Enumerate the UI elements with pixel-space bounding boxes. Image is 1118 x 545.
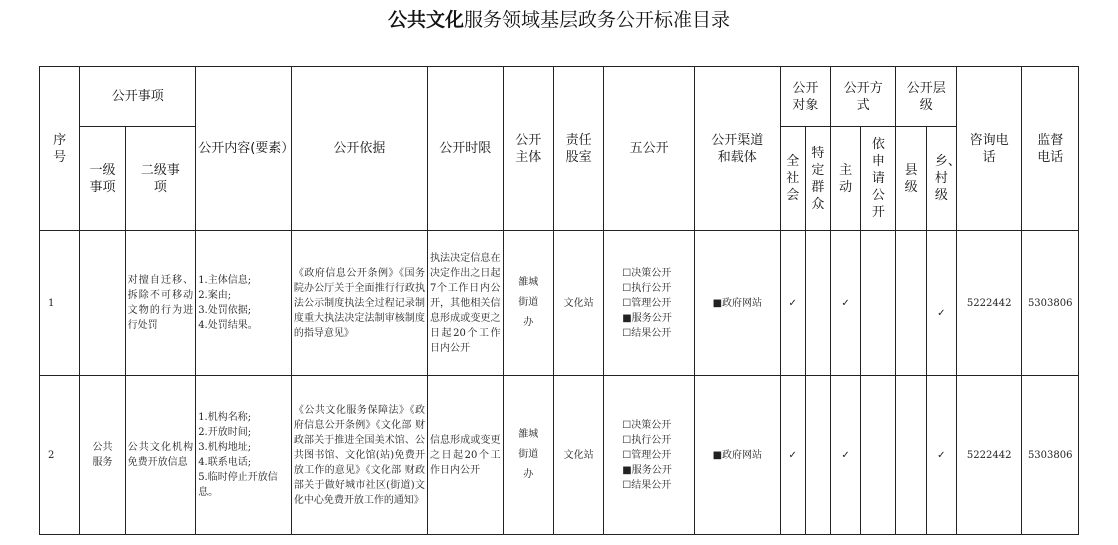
header-channel: 公开渠道和载体 [694, 67, 780, 231]
row-method-apply [861, 231, 896, 376]
row-office: 文化站 [553, 231, 603, 376]
row-timelimit: 执法决定信息在决定作出之日起7个工作日内公开，其他相关信息形成或变更之日起20个工作日内公开 [427, 231, 503, 376]
row-content [196, 231, 292, 376]
header-method-active: 主动 [831, 127, 861, 231]
five-item: ■服务公开 [622, 464, 672, 476]
five-item: ☐执行公开 [622, 282, 672, 294]
row-basis: 《公共文化服务保障法》《政府信息公开条例》《文化部 财政部关于推进全国美术馆、公共图书馆、文化馆(站)免费开放工作的意见》《文化部 财政部关于做好城市社区(街道)文化中心免费开放工作的通知》 [291, 376, 427, 535]
table-row [40, 231, 1079, 376]
header-level-county: 县级 [896, 127, 926, 231]
header-level2: 二级事项 [125, 127, 196, 231]
row-target-all: ✓ [780, 231, 805, 376]
five-item: ☐结果公开 [622, 479, 672, 491]
header-basis: 公开依据 [291, 67, 427, 231]
row-timelimit: 信息形成或变更之日起20个工作日内公开 [427, 376, 503, 535]
row-supervise: 5303806 [1022, 231, 1079, 376]
row-subject: 雒城街道办 [503, 231, 553, 376]
page-title [0, 8, 1118, 32]
row-target-all: ✓ [780, 376, 805, 535]
header-item: 公开事项 [80, 67, 196, 127]
header-level: 公开层级 [896, 67, 956, 127]
five-item: ☐执行公开 [622, 434, 672, 446]
five-item: ☐管理公开 [622, 297, 672, 309]
row-five [604, 376, 695, 535]
row-method-active: ✓ [831, 376, 861, 535]
row-channel: ■政府网站 [694, 231, 780, 376]
header-content: 公开内容(要素） [196, 67, 292, 231]
content-line: 3.机构地址; [198, 442, 252, 453]
row-seq: 1 [40, 231, 80, 376]
five-item: ■服务公开 [622, 312, 672, 324]
row-target-group [805, 231, 830, 376]
content-line: 2.案由; [198, 290, 232, 301]
header-target-group: 特定群众 [805, 127, 830, 231]
row-office: 文化站 [553, 376, 603, 535]
row-seq: 2 [40, 376, 80, 535]
row-level2: 对擅自迁移、拆除不可移动文物的行为进行处罚 [125, 231, 196, 376]
row-subject: 雒城街道办 [503, 376, 553, 535]
header-target: 公开对象 [780, 67, 830, 127]
row-consult: 5222442 [956, 376, 1022, 535]
header-subject: 公开主体 [503, 67, 553, 231]
title-bold: 公共文化 [387, 9, 464, 31]
row-level-town: ✓ [926, 376, 956, 535]
title-rest: 服务领域基层政务公开标准目录 [464, 9, 731, 31]
row-level2: 公共文化机构免费开放信息 [125, 376, 196, 535]
row-level-county [896, 231, 926, 376]
header-supervise: 监督电话 [1022, 67, 1079, 231]
header-consult: 咨询电话 [956, 67, 1022, 231]
header-seq: 序号 [40, 67, 80, 231]
row-basis: 《政府信息公开条例》《国务院办公厅关于全面推行行政执法公示制度执法全过程记录制度重大执法决定法制审核制度的指导意见》 [291, 231, 427, 376]
row-method-apply [861, 376, 896, 535]
five-item: ☐决策公开 [622, 267, 672, 279]
content-line: 2.开放时间; [198, 427, 252, 438]
row-level-county [896, 376, 926, 535]
row-five [604, 231, 695, 376]
row-channel: ■政府网站 [694, 376, 780, 535]
header-level1: 一级事项 [80, 127, 125, 231]
header-level-town: 乡、村级 [926, 127, 956, 231]
content-line: 3.处罚依据; [198, 305, 252, 316]
row-consult: 5222442 [956, 231, 1022, 376]
header-method-apply: 依申请公开 [861, 127, 896, 231]
catalog-table [39, 66, 1079, 535]
header-method: 公开方式 [831, 67, 896, 127]
row-content [196, 376, 292, 535]
row-target-group [805, 376, 830, 535]
header-five: 五公开 [604, 67, 695, 231]
content-line: 5.临时停止开放信息。 [198, 472, 278, 498]
content-line: 1.机构名称; [198, 412, 252, 423]
header-target-all: 全社会 [780, 127, 805, 231]
five-item: ☐管理公开 [622, 449, 672, 461]
row-level-town: ✓ [926, 231, 956, 376]
content-line: 4.处罚结果。 [198, 320, 258, 331]
content-line: 4.联系电话; [198, 457, 252, 468]
table-row [40, 376, 1079, 535]
five-item: ☐结果公开 [622, 327, 672, 339]
row-level1: 公共服务 [80, 376, 125, 535]
content-line: 1.主体信息; [198, 275, 252, 286]
row-method-active: ✓ [831, 231, 861, 376]
row-supervise: 5303806 [1022, 376, 1079, 535]
header-office: 责任股室 [553, 67, 603, 231]
row-level1 [80, 231, 125, 376]
five-item: ☐决策公开 [622, 419, 672, 431]
header-timelimit: 公开时限 [427, 67, 503, 231]
